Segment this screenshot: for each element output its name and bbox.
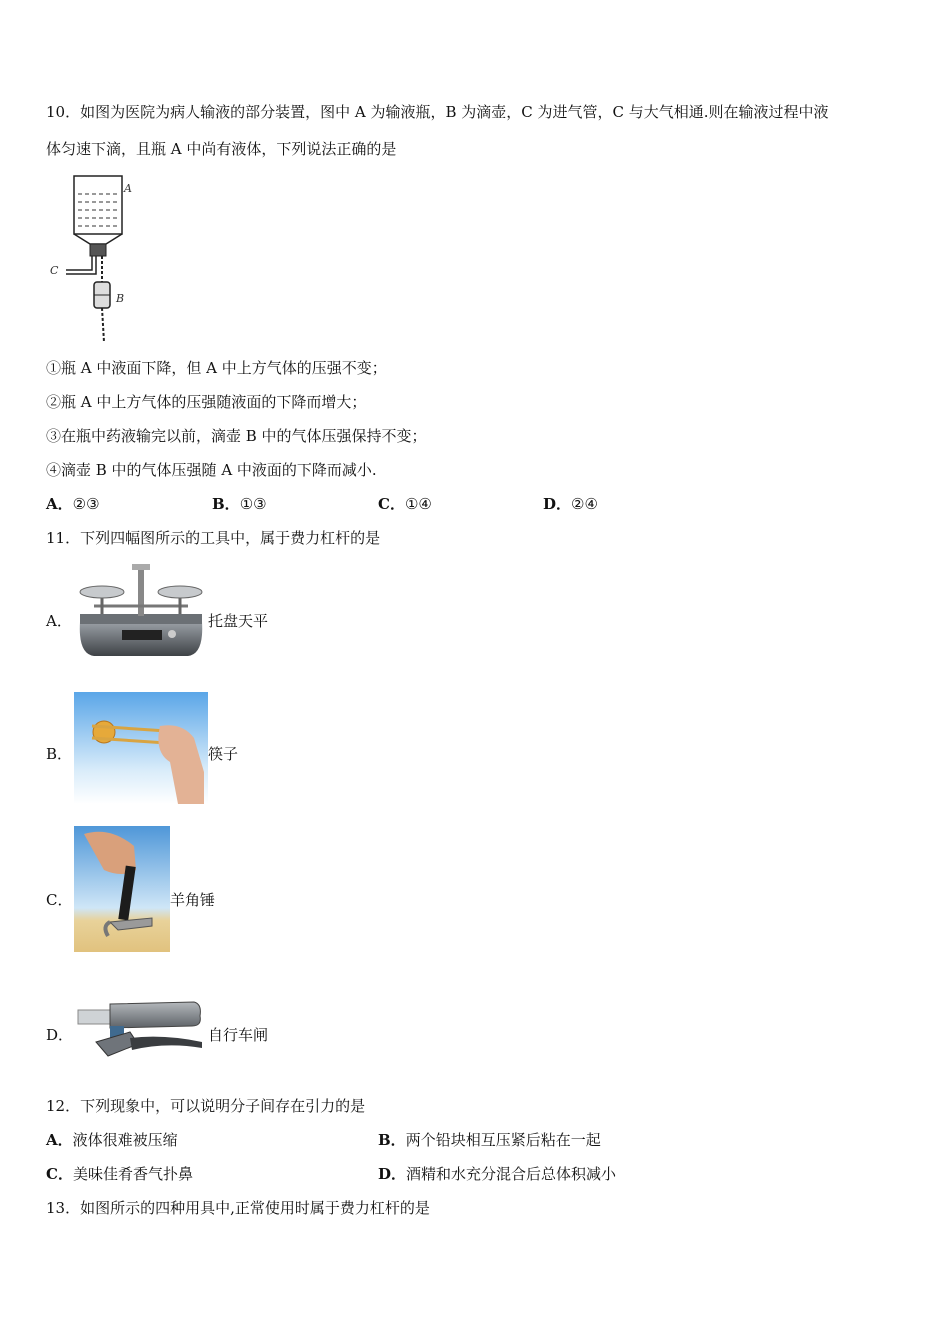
label-b: B bbox=[116, 292, 125, 305]
q11-option-a-label[interactable]: A． bbox=[46, 612, 72, 630]
option-text: ②④ bbox=[571, 495, 598, 513]
q12-option-a[interactable] bbox=[46, 1130, 178, 1150]
q11-option-b-label[interactable]: B． bbox=[46, 745, 73, 763]
option-text: ①③ bbox=[239, 495, 267, 513]
q11-option-c-label[interactable]: C． bbox=[46, 891, 73, 909]
q10-statement-4: ④滴壶 B 中的气体压强随 A 中液面的下降而减小. bbox=[46, 461, 377, 479]
label-a: A bbox=[124, 182, 132, 195]
option-label: A． bbox=[46, 1131, 73, 1149]
iv-drip-diagram bbox=[44, 170, 144, 345]
q11-option-a-caption: 托盘天平 bbox=[208, 612, 269, 630]
option-label: A． bbox=[46, 495, 73, 513]
chopsticks-icon bbox=[74, 692, 208, 804]
q10-statement-1: ①瓶 A 中液面下降，但 A 中上方气体的压强不变； bbox=[46, 359, 387, 377]
drip-chamber-icon bbox=[94, 282, 110, 308]
q10-stem-line1: 10．如图为医院为病人输液的部分装置，图中 A 为输液瓶，B 为滴壶，C 为进气管，C 与大气相通.则在输液过程中液 bbox=[46, 103, 829, 121]
q11-option-c-caption: 羊角锤 bbox=[170, 891, 216, 909]
label-c: C bbox=[50, 264, 59, 277]
infusion-bottle-icon bbox=[74, 176, 122, 256]
q10-stem-line2: 体匀速下滴，且瓶 A 中尚有液体，下列说法正确的是 bbox=[46, 140, 397, 158]
option-text: ①④ bbox=[404, 495, 432, 513]
option-text: ②③ bbox=[72, 495, 100, 513]
q11-option-d-caption: 自行车闸 bbox=[208, 1026, 269, 1044]
q11-option-d-label[interactable]: D． bbox=[46, 1026, 74, 1044]
q13-stem: 13．如图所示的四种用具中,正常使用时属于费力杠杆的是 bbox=[46, 1199, 430, 1217]
option-text: 液体很难被压缩 bbox=[72, 1131, 178, 1149]
option-label: C． bbox=[46, 1165, 73, 1183]
q10-option-a[interactable] bbox=[46, 494, 100, 514]
q12-stem: 12．下列现象中，可以说明分子间存在引力的是 bbox=[46, 1097, 366, 1115]
q11-stem: 11．下列四幅图所示的工具中，属于费力杠杆的是 bbox=[46, 529, 381, 547]
option-label: C． bbox=[378, 495, 405, 513]
option-label: B． bbox=[212, 495, 240, 513]
q10-statement-3: ③在瓶中药液输完以前，滴壶 B 中的气体压强保持不变； bbox=[46, 427, 427, 445]
option-label: D． bbox=[543, 495, 572, 513]
q12-option-d[interactable] bbox=[378, 1164, 616, 1184]
q11-option-b-caption: 筷子 bbox=[208, 745, 239, 763]
option-text: 美味佳肴香气扑鼻 bbox=[72, 1165, 193, 1183]
option-text: 酒精和水充分混合后总体积减小 bbox=[406, 1165, 617, 1183]
q12-option-c[interactable] bbox=[46, 1164, 193, 1184]
option-label: D． bbox=[378, 1165, 407, 1183]
q10-statement-2: ②瓶 A 中上方气体的压强随液面的下降而增大； bbox=[46, 393, 367, 411]
q12-option-b[interactable] bbox=[378, 1130, 601, 1150]
bicycle-brake-icon bbox=[74, 998, 206, 1072]
option-label: B． bbox=[378, 1131, 406, 1149]
option-text: 两个铅块相互压紧后粘在一起 bbox=[405, 1131, 601, 1149]
q10-option-c[interactable] bbox=[378, 494, 432, 514]
q10-option-b[interactable] bbox=[212, 494, 267, 514]
balance-scale-icon bbox=[74, 562, 208, 658]
claw-hammer-icon bbox=[74, 826, 170, 952]
q10-option-d[interactable] bbox=[543, 494, 598, 514]
